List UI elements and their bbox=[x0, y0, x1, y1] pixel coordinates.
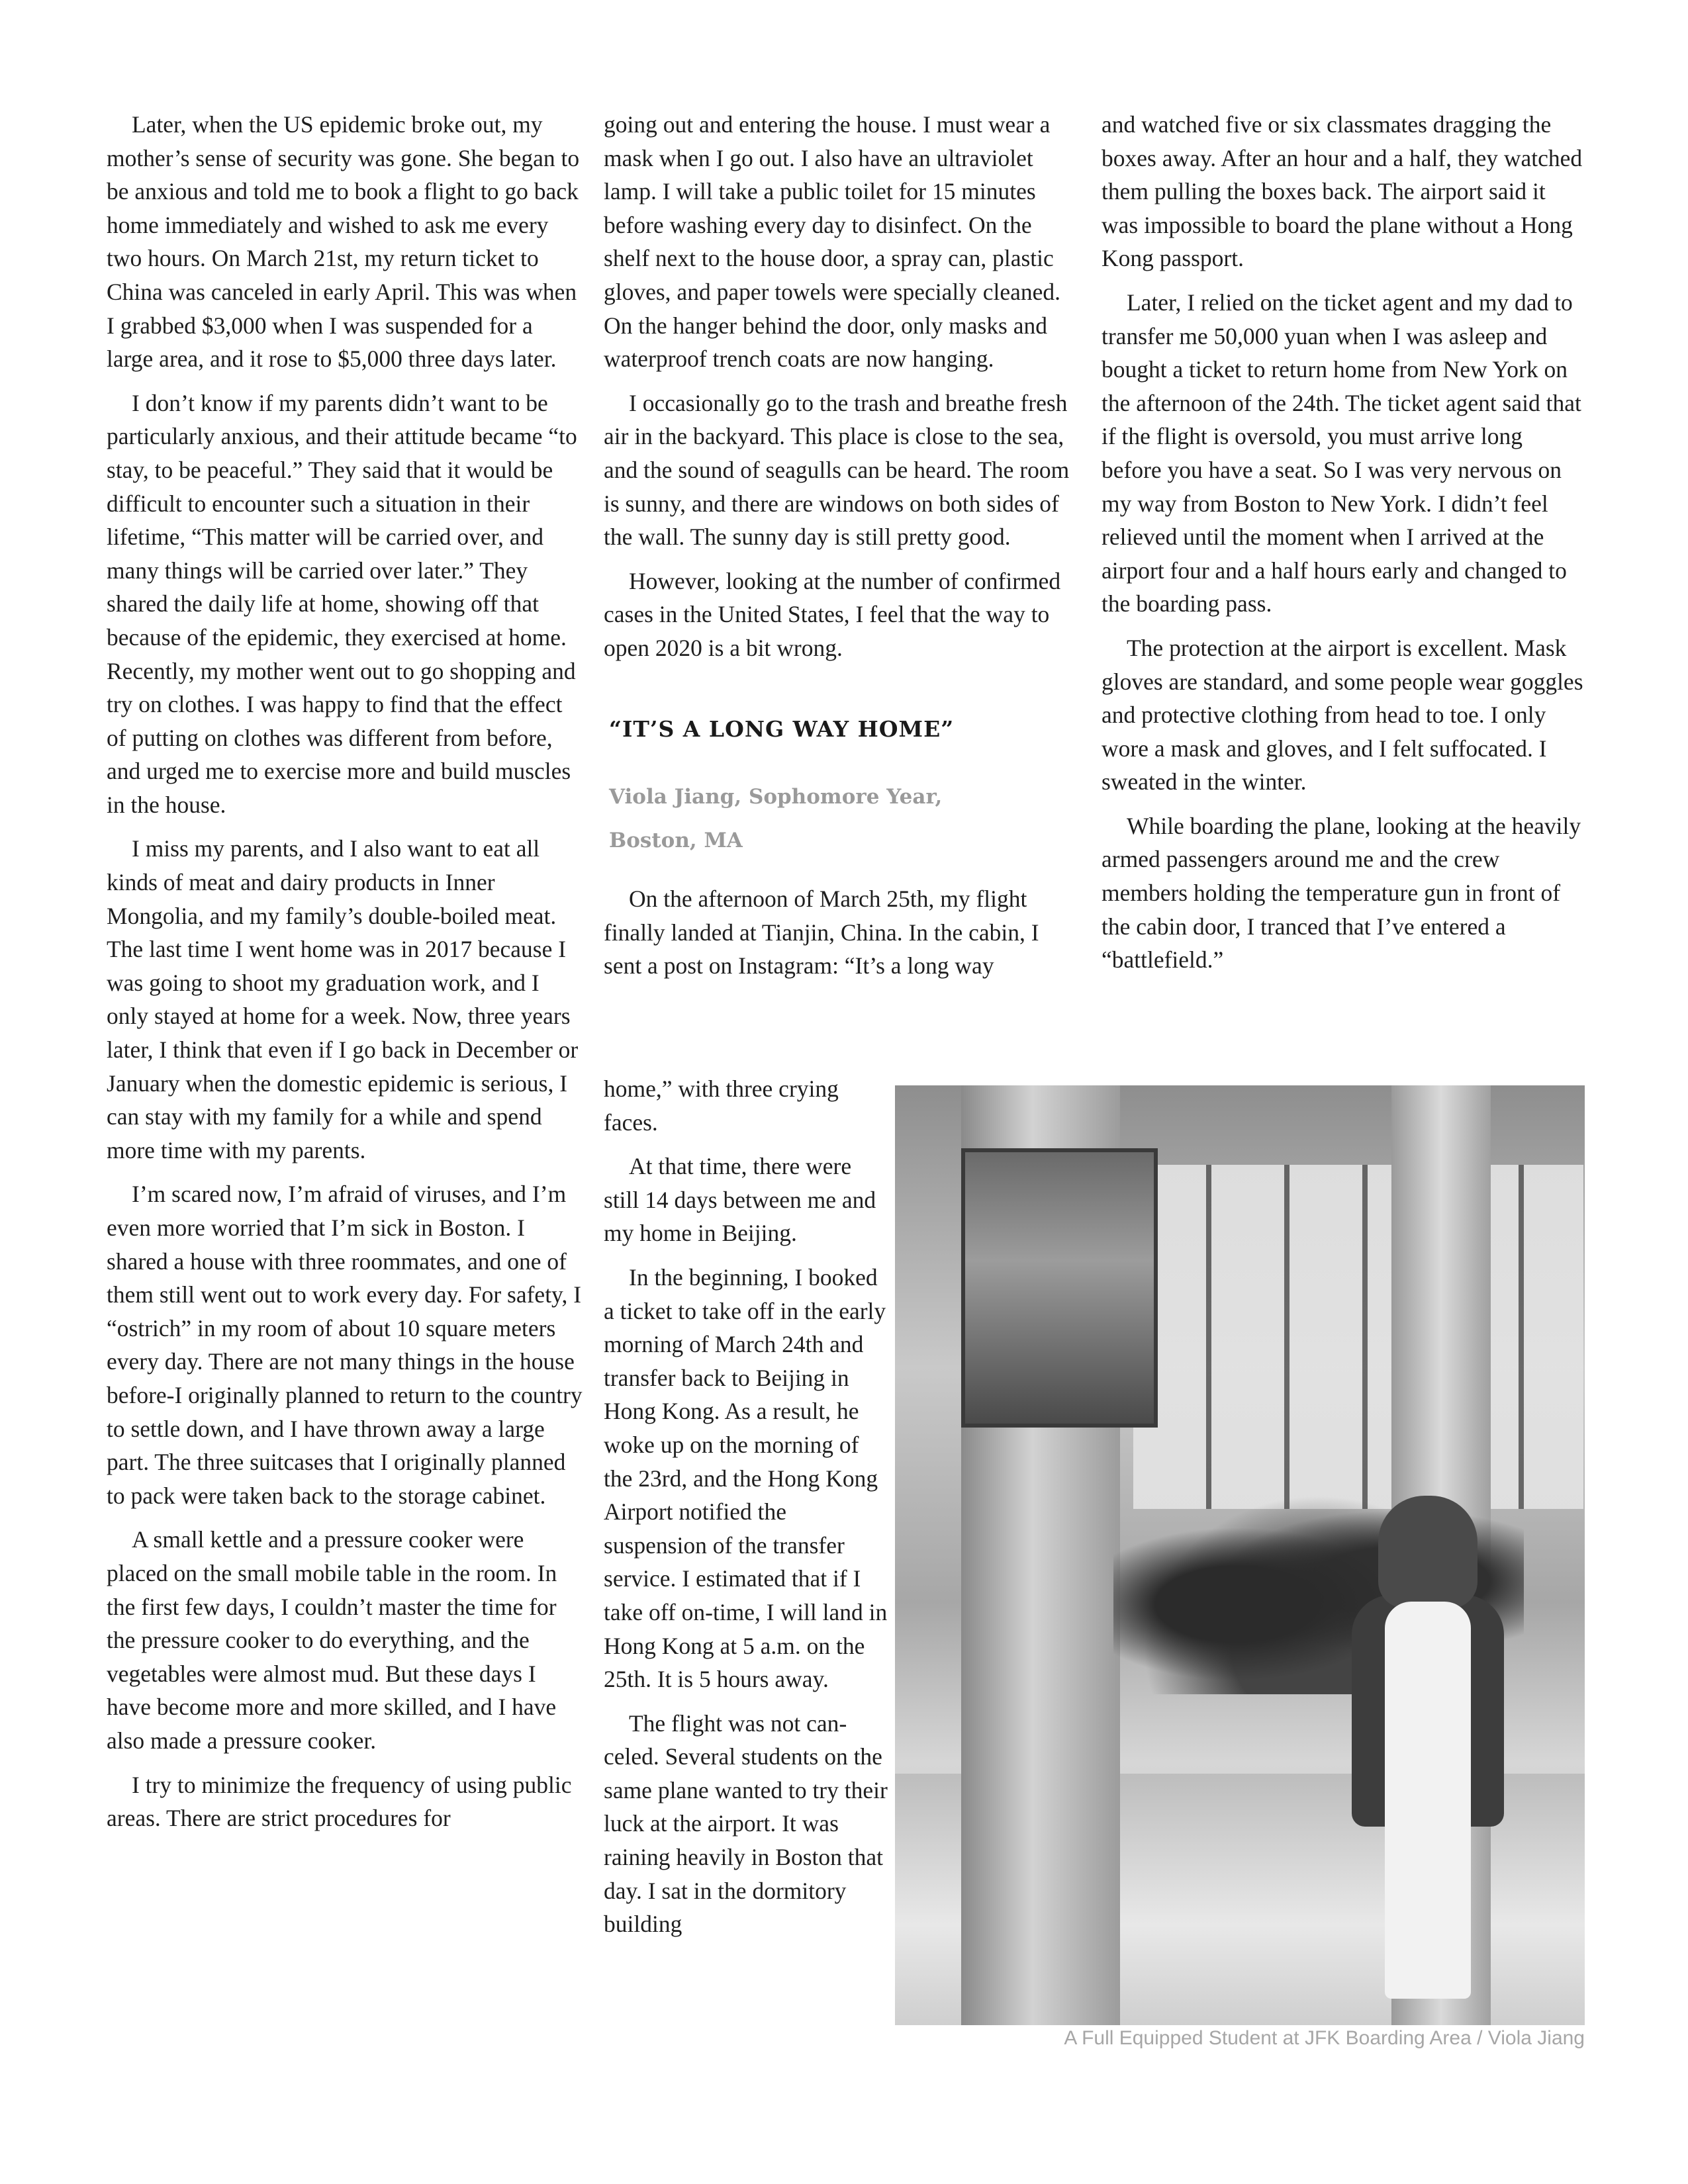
paragraph: In the beginning, I booked a ticket to take off in the early morning of March 24th and transfer back to Beijing in Hong Kong. As a result, he woke up on the morning of the 23rd, and the Hong Kong Airport notified the suspension of the transfer service. I estimated that if I take off on-time, I will land in Hong Kong at 5 a.m. on the 25th. It is 5 hours away. bbox=[604, 1263, 888, 1693]
hood bbox=[1378, 1496, 1477, 1608]
paragraph: On the afternoon of March 25th, my flight finally landed at Tianjin, China. In the cabin, I sent a post on Instagram: “It’s a long way bbox=[604, 886, 1039, 979]
paragraph: Later, I relied on the ticket agent and my dad to transfer me 50,000 yuan when I was asleep and bought a ticket to return home from New York on the afternoon of the 24th. The ticket agent said that if the flight is oversold, you must arrive long before you have a seat. So I was very nervous on my way from Boston to New York. I didn’t feel relieved until the moment when I arrived at the airport four and a half hours early and changed to the boarding pass. bbox=[1102, 289, 1581, 617]
byline-location: Boston, MA bbox=[609, 829, 743, 853]
text-column-1 bbox=[107, 108, 585, 1846]
paragraph: A small kettle and a pressure cooker were placed on the small mobile table in the room. In the first few days, I couldn’t master the time for the pressure cooker to do everything, and the vegetables were almost mud. But these days I have become more and more skilled, and I have also made a pressure cooker. bbox=[107, 1526, 557, 1754]
article-byline bbox=[609, 775, 1070, 862]
paragraph: At that time, there were still 14 days between me and my home in Beijing. bbox=[604, 1153, 876, 1247]
paragraph: While boarding the plane, looking at the heavily armed passengers around me and the crew members holding the temperature gun in front of the cabin door, I tranced that I’ve entered a “battlefield.” bbox=[1102, 812, 1581, 974]
paragraph: I occasionally go to the trash and breathe fresh air in the backyard. This place is close to the sea, and the sound of seagulls can be heard. The room is sunny, and there are windows on both sides of the wall. The sunny day is still pretty good. bbox=[604, 389, 1070, 551]
paragraph: The flight was not canceled. Several students on the same plane wanted to try their luck at the airport. It was raining heavily in Boston that day. I sat in the dormitory building bbox=[604, 1709, 888, 1938]
paragraph: I don’t know if my parents didn’t want to be particularly anxious, and their attitude became “to stay, to be peaceful.” They said that it would be difficult to encounter such a situation in their lifetime, “This matter will be carried over, and many things will be carried over later.” They shared the daily life at home, showing off that because of the epidemic, they exercised at home. Recently, my mother went out to go shopping and try on clothes. I was happy to find that the effect of putting on clothes was different from before, and urged me to exercise more and build muscles in the house. bbox=[107, 389, 577, 818]
student-in-protective-suit bbox=[1345, 1496, 1517, 1999]
pillar-poster bbox=[961, 1148, 1158, 1428]
paragraph: going out and entering the house. I must wear a mask when I go out. I also have an ultraviolet lamp. I will take a public toilet for 15 minutes before washing every day to disinfect. On the shelf next to the house door, a spray can, plastic gloves, and paper towels were specially cleaned. On the hanger behind the door, only masks and waterproof trench coats are now hanging. bbox=[604, 111, 1060, 373]
article-headline: “IT’S A LONG WAY HOME” bbox=[609, 715, 955, 742]
paragraph: and watched five or six classmates dragging the boxes away. After an hour and a half, they watched them pulling the boxes back. The airport said it was impossible to board the plane without a Hong Kong passport. bbox=[1102, 111, 1583, 272]
terminal-windows bbox=[1133, 1165, 1583, 1509]
paragraph: I miss my parents, and I also want to eat all kinds of meat and dairy products in Inner Mongolia, and my family’s double-boiled meat. The last time I went home was in 2017 because I was going to shoot my graduation work, and I only stayed at home for a week. Now, three years later, I think that even if I go back in December or January when the domestic epidemic is serious, I can stay with my family for a while and spend more time with my parents. bbox=[107, 835, 579, 1163]
photo-caption: A Full Equipped Student at JFK Boarding Area / Viola Jiang bbox=[1064, 2027, 1585, 2049]
paragraph: home,” with three crying faces. bbox=[604, 1075, 839, 1136]
paragraph: I try to minimize the frequency of using public areas. There are strict procedures for bbox=[107, 1771, 572, 1832]
airport-photo bbox=[895, 1085, 1585, 2025]
paragraph: The protection at the airport is excellent. Mask gloves are standard, and some people wear goggles and protective clothing from head to toe. I only wore a mask and gloves, and I felt suffocated. I sweated in the winter. bbox=[1102, 634, 1583, 796]
text-column-3 bbox=[1102, 108, 1585, 987]
paragraph: I’m scared now, I’m afraid of viruses, and I’m even more worried that I’m sick in Boston. I shared a house with three roommates, and one of them still went out to work every day. For safety, I “ostrich” in my room of about 10 square meters every day. There are not many things in the house before-I originally planned to return to the country to settle down, and I have thrown away a large part. The three suitcases that I originally planned to pack were taken back to the storage cabinet. bbox=[107, 1181, 583, 1509]
byline-author: Viola Jiang, Sophomore Year, bbox=[609, 785, 943, 809]
paragraph: However, looking at the number of confirmed cases in the United States, I feel that the way to open 2020 is a bit wrong. bbox=[604, 567, 1061, 661]
text-column-2-wrap bbox=[604, 1072, 888, 1952]
protective-suit bbox=[1385, 1602, 1471, 1999]
paragraph: Later, when the US epidemic broke out, my mother’s sense of security was gone. She began to be anxious and told me to book a flight to go back home immediately and wished to ask me every two hours. On March 21st, my return ticket to China was canceled in early April. This was when I grabbed $3,000 when I was suspended for a large area, and it rose to $5,000 three days later. bbox=[107, 111, 580, 373]
text-column-2 bbox=[604, 108, 1070, 993]
